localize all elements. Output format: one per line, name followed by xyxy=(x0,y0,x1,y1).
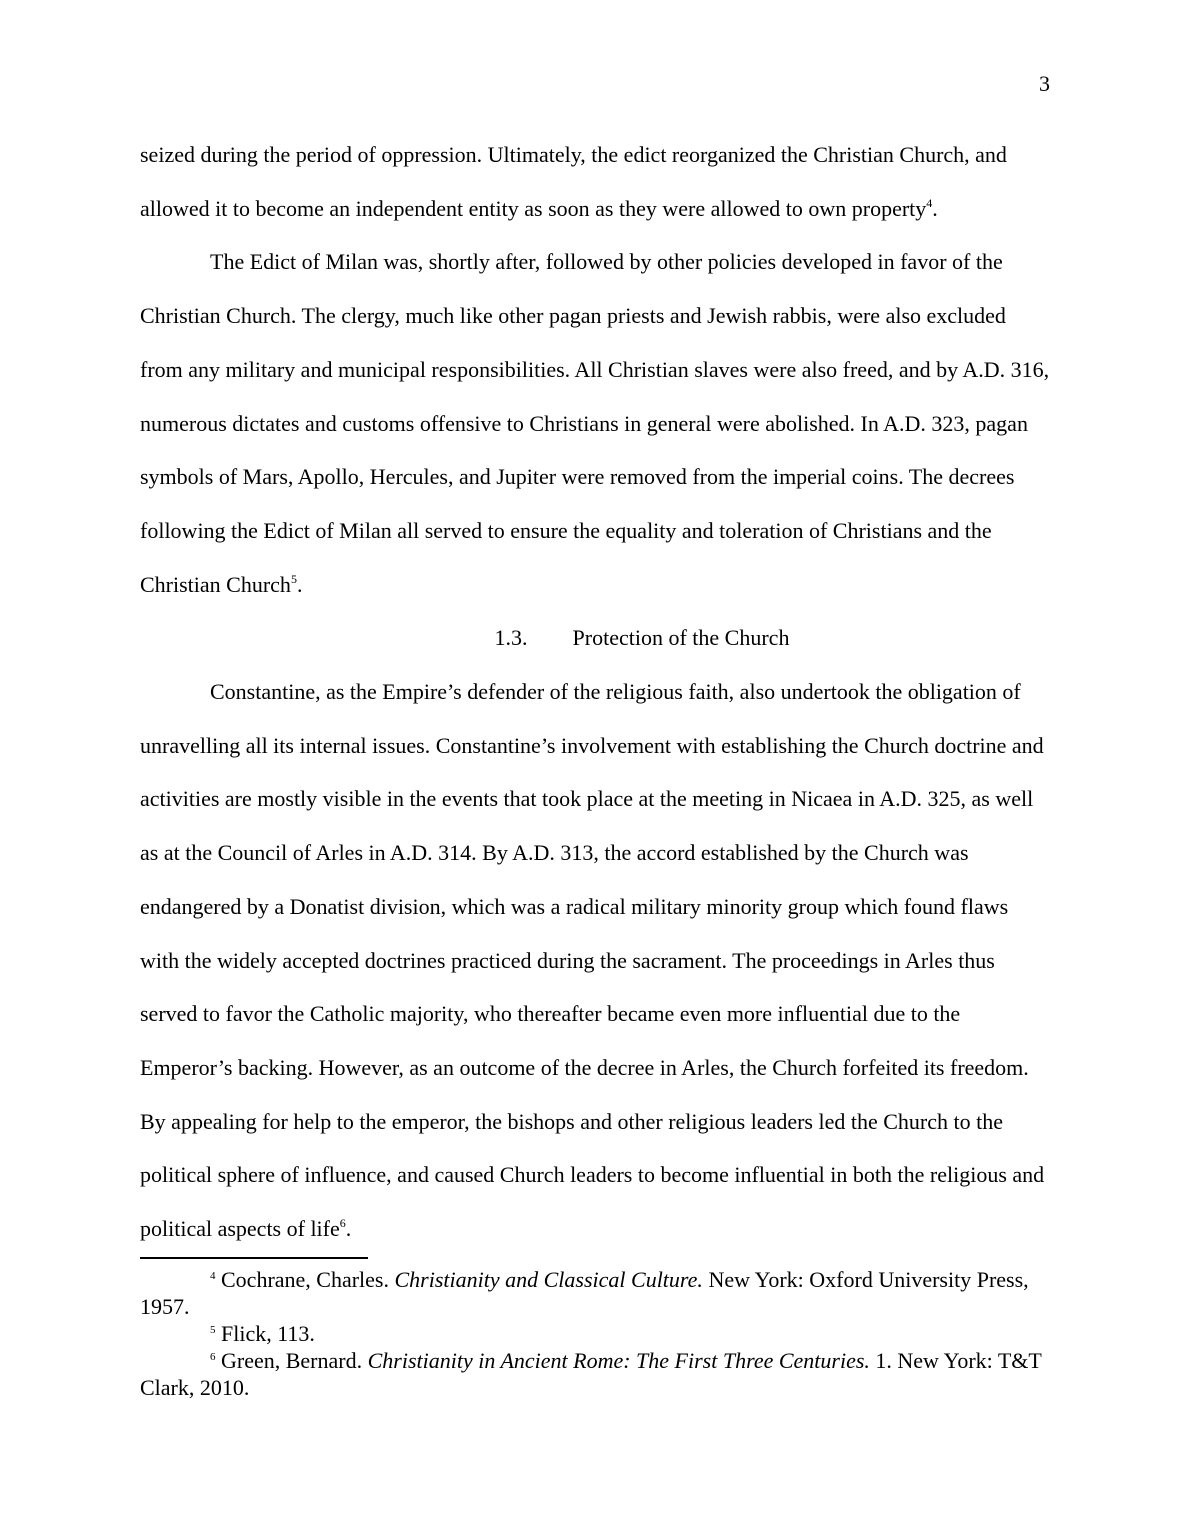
paragraph-2-end: . xyxy=(296,571,303,597)
footnote-4-rest: New York: Oxford University Press, 1957. xyxy=(140,1267,1029,1319)
footnotes xyxy=(140,1266,1050,1401)
paragraph-1-text: seized during the period of oppression. Ultimately, the edict reorganized the Christian Church, and allowed it to become an independent entity as soon as they were allowed to own property xyxy=(140,142,1007,221)
footnote-5-text: Flick, 113. xyxy=(215,1321,315,1346)
paragraph-1 xyxy=(140,128,1050,235)
paragraph-3-text: Constantine, as the Empire’s defender of the religious faith, also undertook the obligation of unravelling all its internal issues. Constantine’s involvement with establishing the Church doctrine and activities are mostly visible in the events that took place at the meeting in Nicaea in A.D. 325, as well as at the Council of Arles in A.D. 314. By A.D. 313, the accord established by the Church was endangered by a Donatist division, which was a radical military minority group which found flaws with the widely accepted doctrines practiced during the sacrament. The proceedings in Arles thus served to favor the Catholic majority, who thereafter became even more influential due to the Emperor’s backing. However, as an outcome of the decree in Arles, the Church forfeited its freedom. By appealing for help to the emperor, the bishops and other religious leaders led the Church to the political sphere of influence, and caused Church leaders to become influential in both the religious and political aspects of life xyxy=(140,679,1045,1242)
paragraph-1-end: . xyxy=(932,195,938,221)
footnote-4-mark: 4 xyxy=(210,1270,216,1282)
paragraph-2-text: The Edict of Milan was, shortly after, followed by other policies developed in favor of the Christian Church. The clergy, much like other pagan priests and Jewish rabbis, were also excluded from any military and municipal responsibilities. All Christian slaves were also freed, and by A.D. 316, numerous dictates and customs offensive to Christians in general were abolished. In A.D. 323, pagan symbols of Mars, Apollo, Hercules, and Jupiter were removed from the imperial coins. The decrees following the Edict of Milan all served to ensure the equality and toleration of Christians and the Christian Church xyxy=(140,249,1050,597)
document-body xyxy=(140,128,1050,1256)
section-title: Protection of the Church xyxy=(572,625,790,651)
footnote-6-mark: 6 xyxy=(210,1351,216,1363)
footnote-ref-6: 6 xyxy=(339,1216,346,1231)
footnote-4-title: Christianity and Classical Culture. xyxy=(394,1267,703,1292)
footnote-6-author: Green, Bernard. xyxy=(215,1348,368,1373)
footnote-5-mark: 5 xyxy=(210,1324,216,1336)
footnote-6-title: Christianity in Ancient Rome: The First Three Centuries. xyxy=(367,1348,870,1373)
section-heading xyxy=(140,611,1050,665)
footnote-ref-4: 4 xyxy=(926,195,933,210)
footnote-4 xyxy=(140,1266,1050,1320)
footnote-6 xyxy=(140,1347,1050,1401)
page-number: 3 xyxy=(1039,71,1050,96)
section-number: 1.3. xyxy=(494,625,528,651)
paragraph-2 xyxy=(140,235,1050,611)
paragraph-3 xyxy=(140,665,1050,1256)
paragraph-3-end: . xyxy=(345,1216,352,1242)
footnote-6-rest: 1. New York: T&T Clark, 2010. xyxy=(140,1348,1042,1400)
footnote-4-author: Cochrane, Charles. xyxy=(215,1267,395,1292)
footnote-5 xyxy=(140,1320,1050,1347)
footnote-ref-5: 5 xyxy=(290,571,297,586)
footnote-separator xyxy=(140,1257,368,1259)
